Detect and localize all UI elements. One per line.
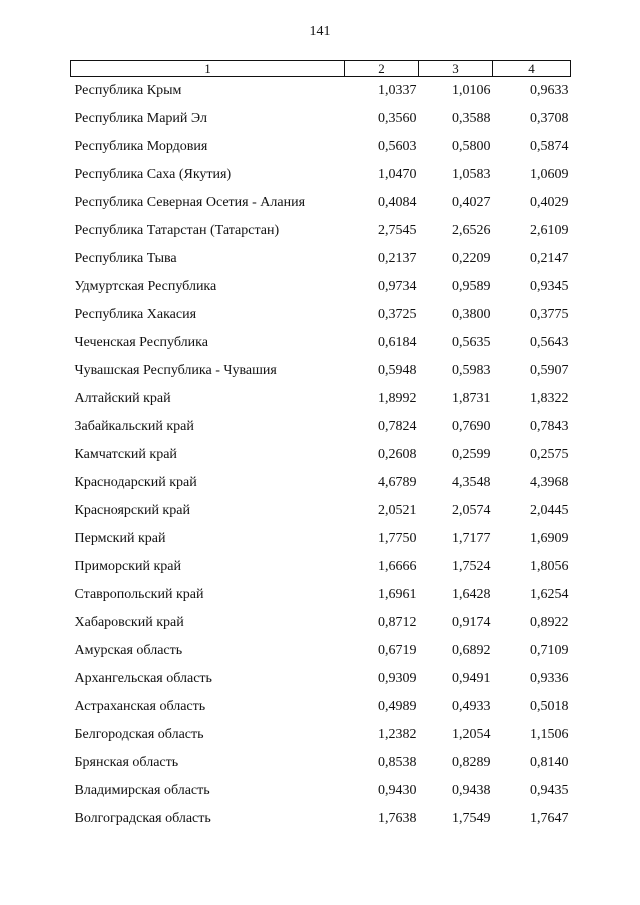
value-col-2-cell: 1,0337 — [378, 83, 417, 98]
region-name-cell: Удмуртская Республика — [74, 279, 217, 294]
value-col-2-cell: 1,0470 — [378, 167, 417, 182]
data-table — [70, 60, 571, 833]
value-col-3-cell: 0,5635 — [452, 335, 491, 350]
table-row — [71, 357, 571, 385]
value-col-2-cell: 0,6184 — [378, 335, 417, 350]
value-col-3-cell: 0,9174 — [452, 615, 491, 630]
region-name-cell: Чеченская Республика — [74, 335, 208, 350]
table-row — [71, 77, 571, 106]
value-col-4-cell: 0,9336 — [530, 671, 569, 686]
value-col-4-cell: 0,4029 — [530, 195, 569, 210]
region-name-cell: Республика Северная Осетия - Алания — [74, 195, 306, 210]
value-col-2-cell: 2,0521 — [378, 503, 417, 518]
table-row — [71, 217, 571, 245]
region-name-cell: Забайкальский край — [74, 419, 194, 434]
region-name-cell: Белгородская область — [74, 727, 204, 742]
value-col-4-cell: 1,6909 — [530, 531, 569, 546]
value-col-4-cell: 0,8922 — [530, 615, 569, 630]
value-col-4-cell: 1,8056 — [530, 559, 569, 574]
value-col-3-cell: 1,0106 — [452, 83, 491, 98]
table-row — [71, 693, 571, 721]
table-row — [71, 385, 571, 413]
value-col-3-cell: 0,9491 — [452, 671, 491, 686]
table-row — [71, 329, 571, 357]
value-col-3-cell: 1,7524 — [452, 559, 491, 574]
value-col-4-cell: 1,1506 — [530, 727, 569, 742]
table-row — [71, 637, 571, 665]
value-col-2-cell: 1,8992 — [378, 391, 417, 406]
value-col-2-cell: 0,3725 — [378, 307, 417, 322]
region-name-cell: Амурская область — [74, 643, 183, 658]
table-row — [71, 161, 571, 189]
value-col-4-cell: 0,2575 — [530, 447, 569, 462]
value-col-4-cell: 1,8322 — [530, 391, 569, 406]
value-col-4-cell: 2,6109 — [530, 223, 569, 238]
value-col-2-cell: 0,4084 — [378, 195, 417, 210]
region-name-cell: Республика Тыва — [74, 251, 177, 266]
region-name-cell: Приморский край — [74, 559, 181, 574]
column-header-2: 2 — [345, 61, 419, 77]
table-row — [71, 441, 571, 469]
value-col-3-cell: 4,3548 — [452, 475, 491, 490]
table-row — [71, 497, 571, 525]
value-col-4-cell: 0,5907 — [530, 363, 569, 378]
value-col-4-cell: 0,5874 — [530, 139, 569, 154]
column-header-4: 4 — [493, 61, 571, 77]
region-name-cell: Чувашская Республика - Чувашия — [74, 363, 277, 378]
table-body — [71, 77, 571, 834]
value-col-4-cell: 4,3968 — [530, 475, 569, 490]
value-col-3-cell: 0,8289 — [452, 755, 491, 770]
region-name-cell: Ставропольский край — [74, 587, 204, 602]
value-col-3-cell: 0,3800 — [452, 307, 491, 322]
table-row — [71, 189, 571, 217]
value-col-4-cell: 1,0609 — [530, 167, 569, 182]
value-col-2-cell: 0,3560 — [378, 111, 417, 126]
region-name-cell: Владимирская область — [74, 783, 210, 798]
region-name-cell: Волгоградская область — [74, 811, 211, 826]
value-col-2-cell: 0,5948 — [378, 363, 417, 378]
value-col-4-cell: 0,5643 — [530, 335, 569, 350]
value-col-4-cell: 0,5018 — [530, 699, 569, 714]
table-row — [71, 553, 571, 581]
value-col-2-cell: 0,8712 — [378, 615, 417, 630]
region-name-cell: Республика Хакасия — [74, 307, 197, 322]
region-name-cell: Хабаровский край — [74, 615, 184, 630]
value-col-4-cell: 0,2147 — [530, 251, 569, 266]
table-row — [71, 245, 571, 273]
value-col-2-cell: 0,8538 — [378, 755, 417, 770]
value-col-3-cell: 1,0583 — [452, 167, 491, 182]
region-name-cell: Республика Марий Эл — [74, 111, 207, 126]
value-col-4-cell: 0,3775 — [530, 307, 569, 322]
table-row — [71, 721, 571, 749]
value-col-3-cell: 1,7177 — [452, 531, 491, 546]
table-row — [71, 413, 571, 441]
value-col-3-cell: 0,7690 — [452, 419, 491, 434]
value-col-4-cell: 1,6254 — [530, 587, 569, 602]
region-name-cell: Астраханская область — [74, 699, 206, 714]
region-name-cell: Республика Крым — [74, 83, 182, 98]
value-col-4-cell: 1,7647 — [530, 811, 569, 826]
value-col-2-cell: 0,2608 — [378, 447, 417, 462]
value-col-2-cell: 1,6961 — [378, 587, 417, 602]
value-col-4-cell: 0,9345 — [530, 279, 569, 294]
value-col-4-cell: 0,9435 — [530, 783, 569, 798]
value-col-3-cell: 0,9438 — [452, 783, 491, 798]
value-col-3-cell: 1,2054 — [452, 727, 491, 742]
header-row — [71, 61, 571, 77]
table-row — [71, 273, 571, 301]
table-header — [71, 61, 571, 77]
value-col-2-cell: 1,6666 — [378, 559, 417, 574]
table-row — [71, 777, 571, 805]
table-row — [71, 301, 571, 329]
region-name-cell: Брянская область — [74, 755, 179, 770]
page-number: 141 — [309, 24, 331, 39]
value-col-3-cell: 1,7549 — [452, 811, 491, 826]
region-name-cell: Республика Мордовия — [74, 139, 208, 154]
value-col-2-cell: 1,7750 — [378, 531, 417, 546]
region-name-cell: Алтайский край — [74, 391, 171, 406]
value-col-3-cell: 0,3588 — [452, 111, 491, 126]
table-row — [71, 525, 571, 553]
value-col-3-cell: 0,4027 — [452, 195, 491, 210]
table-row — [71, 609, 571, 637]
table-row — [71, 749, 571, 777]
region-name-cell: Красноярский край — [74, 503, 190, 518]
value-col-2-cell: 1,2382 — [378, 727, 417, 742]
value-col-3-cell: 0,5800 — [452, 139, 491, 154]
region-name-cell: Пермский край — [74, 531, 166, 546]
region-name-cell: Республика Саха (Якутия) — [74, 167, 232, 182]
value-col-2-cell: 0,5603 — [378, 139, 417, 154]
region-name-cell: Республика Татарстан (Татарстан) — [74, 223, 280, 238]
value-col-3-cell: 2,6526 — [452, 223, 491, 238]
value-col-4-cell: 0,3708 — [530, 111, 569, 126]
table-row — [71, 805, 571, 833]
table-row — [71, 133, 571, 161]
value-col-2-cell: 0,6719 — [378, 643, 417, 658]
value-col-3-cell: 2,0574 — [452, 503, 491, 518]
table-row — [71, 581, 571, 609]
value-col-4-cell: 0,8140 — [530, 755, 569, 770]
value-col-2-cell: 0,7824 — [378, 419, 417, 434]
value-col-2-cell: 0,4989 — [378, 699, 417, 714]
value-col-4-cell: 2,0445 — [530, 503, 569, 518]
value-col-2-cell: 4,6789 — [378, 475, 417, 490]
column-header-3: 3 — [419, 61, 493, 77]
table-row — [71, 105, 571, 133]
value-col-2-cell: 0,9309 — [378, 671, 417, 686]
value-col-2-cell: 0,2137 — [378, 251, 417, 266]
value-col-3-cell: 0,2209 — [452, 251, 491, 266]
value-col-2-cell: 0,9430 — [378, 783, 417, 798]
table-row — [71, 469, 571, 497]
region-name-cell: Архангельская область — [74, 671, 212, 686]
region-name-cell: Краснодарский край — [74, 475, 197, 490]
value-col-3-cell: 0,6892 — [452, 643, 491, 658]
value-col-3-cell: 1,8731 — [452, 391, 491, 406]
value-col-2-cell: 2,7545 — [378, 223, 417, 238]
value-col-3-cell: 0,2599 — [452, 447, 491, 462]
value-col-3-cell: 0,5983 — [452, 363, 491, 378]
value-col-3-cell: 1,6428 — [452, 587, 491, 602]
value-col-3-cell: 0,9589 — [452, 279, 491, 294]
value-col-2-cell: 1,7638 — [378, 811, 417, 826]
value-col-4-cell: 0,7843 — [530, 419, 569, 434]
value-col-4-cell: 0,9633 — [530, 83, 569, 98]
value-col-2-cell: 0,9734 — [378, 279, 417, 294]
value-col-4-cell: 0,7109 — [530, 643, 569, 658]
table-row — [71, 665, 571, 693]
column-header-1: 1 — [71, 61, 345, 77]
region-name-cell: Камчатский край — [74, 447, 177, 462]
value-col-3-cell: 0,4933 — [452, 699, 491, 714]
